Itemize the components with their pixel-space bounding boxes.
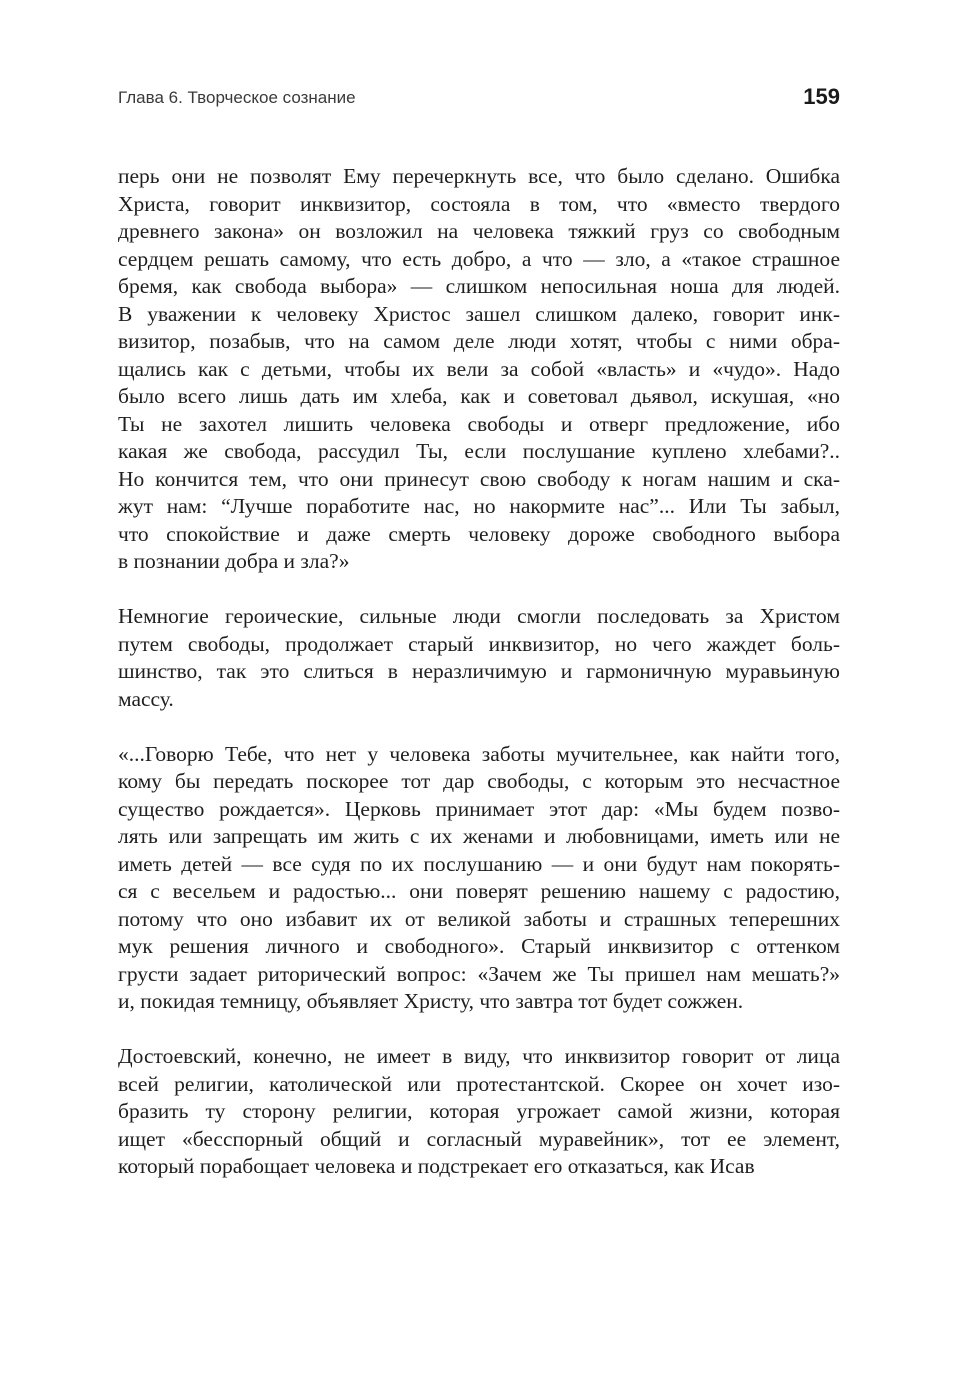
page-number: 159 [803,84,840,109]
text-line: бразить ту сторону религии, которая угрожает самой жизни, которая [118,1099,840,1123]
text-line: в познании добра и зла?» [118,549,350,573]
text-line: бремя, как свобода выбора» — слишком непосильная ноша для людей. [118,274,840,298]
text-line: массу. [118,686,174,711]
text-line: иметь детей — все судя по их послушанию — и они будут нам покорять- [118,851,840,876]
text-line: было всего лишь дать им хлеба, как и советовал дьявол, искушая, «но [118,384,840,408]
text-line: лять или запрещать им жить с их женами и любовницами, иметь или не [118,824,840,848]
text-line: Христа, говорит инквизитор, состояла в том, что «вместо твердого [118,191,840,216]
text-line: потому что оно избавит их от великой заботы и страшных теперешних [118,906,840,931]
paragraph-gap [118,1016,840,1044]
chapter-title: Глава 6. Творческое сознание [118,88,356,107]
text-line: путем свободы, продолжает старый инквизитор, но чего жаждет боль- [118,631,840,656]
text-line: существо рождается». Церковь принимает этот дар: «Мы будем позво- [118,796,840,821]
running-head [118,84,840,114]
text-line: ся с весельем и радостью... они поверят решению нашему с радостию, [118,879,840,903]
text-line: и, покидая темницу, объявляет Христу, что завтра тот будет сожжен. [118,989,744,1013]
paragraph [118,1043,840,1181]
paragraph [118,603,840,713]
text-line: всей религии, католической или протестантской. Скорее он хочет изо- [118,1071,840,1096]
paragraph [118,741,840,1016]
text-line: ищет «бесспорный общий и согласный муравейник», тот ее элемент, [118,1126,840,1151]
text-line: В уважении к человеку Христос зашел слишком далеко, говорит инк- [118,301,840,326]
text-line: какая же свобода, рассудил Ты, если послушание куплено хлебами?.. [118,439,840,463]
text-line: Но кончится тем, что они принесут свою свободу к ногам нашим и ска- [118,466,840,491]
text-line: который порабощает человека и подстрекает его отказаться, как Исав [118,1154,755,1178]
text-line: Достоевский, конечно, не имеет в виду, что инквизитор говорит от лица [118,1044,840,1068]
text-line: шинство, так это слиться в неразличимую и гармоничную муравьиную [118,659,840,683]
text-line: щались как с детьми, чтобы их вели за собой «власть» и «чудо». Надо [118,356,840,381]
text-line: Немногие героические, сильные люди смогли последовать за Христом [118,604,840,628]
paragraph-gap [118,576,840,604]
text-line: перь они не позволят Ему перечеркнуть все, что было сделано. Ошибка [118,164,840,188]
text-line: мук решения личного и свободного». Старый инквизитор с оттенком [118,934,840,958]
body-text [118,163,840,1181]
text-line: кому бы передать поскорее тот дар свободы, с которым это несчастное [118,769,840,793]
text-line: визитор, позабыв, что на самом деле люди хотят, чтобы с ними обра- [118,329,840,353]
text-line: Ты не захотел лишить человека свободы и отверг предложение, ибо [118,411,840,436]
text-line: что спокойствие и даже смерть человеку дороже свободного выбора [118,521,840,546]
paragraph [118,163,840,576]
text-line: древнего закона» он возложил на человека тяжкий груз со свободным [118,219,840,243]
paragraph-gap [118,713,840,741]
text-line: «...Говорю Тебе, что нет у человека заботы мучительнее, как найти того, [118,741,840,766]
text-line: грусти задает риторический вопрос: «Зачем же Ты пришел нам мешать?» [118,961,840,986]
text-line: жут нам: “Лучше поработите нас, но накормите нас”... Или Ты забыл, [118,494,840,518]
text-line: сердцем решать самому, что есть добро, а что — зло, а «такое страшное [118,246,840,271]
